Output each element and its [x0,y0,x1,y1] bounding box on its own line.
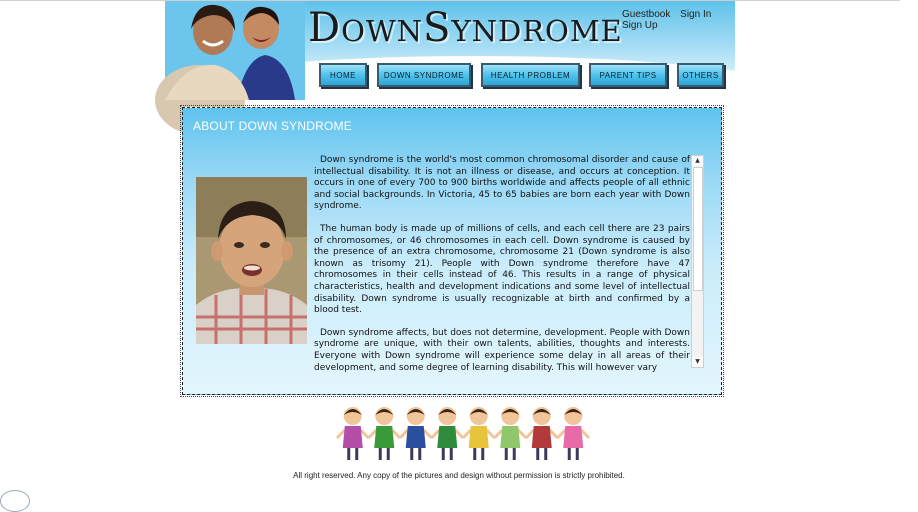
children-illustration [337,404,589,464]
boy-photo [196,177,307,344]
logo-letter-d: D [308,5,342,51]
logo-yndrome: YNDROME [451,14,623,48]
header-family-photo [165,1,305,100]
article-text[interactable] [314,155,690,373]
nav-health-problem-button[interactable]: HEALTH PROBLEM [481,63,580,87]
scroll-down-arrow-icon[interactable]: ▼ [692,357,703,367]
article-scrollbar[interactable] [691,155,704,368]
cartoon-child [432,407,464,460]
site-logo[interactable] [308,5,623,51]
sign-up-link[interactable]: Sign Up [622,20,658,31]
cartoon-child [558,407,590,460]
scroll-thumb[interactable] [693,167,703,291]
footer-copyright: All right reserved. Any copy of the pictures and design without permission is strictly prohibited. [293,471,625,480]
paragraph-2: The human body is made up of millions of cells, and each cell there are 23 pairs of chromosomes, or 46 chromosomes in each cell. Down syndrome is caused by the presence of an extra chromosome, chromosome 21 (Down syndrome is also known as trisomy 21). People with Down syndrome therefore have 47 chromosomes in their cells instead of 46. This results in a range of physical characteristics, health and development indications and some level of intellectual disability. Down syndrome is usually recognizable at birth and confirmed by a blood test. [314,223,690,316]
paragraph-3: Down syndrome affects, but does not determine, development. People with Down syndrome are unique, with their own talents, abilities, thoughts and interests. Everyone with Down syndrome will experience some delay in all areas of their development, and some degree of learning disability. This will however vary [314,327,690,373]
cartoon-child [463,407,495,460]
section-title: ABOUT DOWN SYNDROME [193,119,352,133]
cartoon-child [400,407,432,460]
logo-letter-s: S [423,5,452,51]
cartoon-child [337,407,369,460]
nav-home-button[interactable]: HOME [319,63,367,87]
main-content-panel [182,107,722,395]
paragraph-1: Down syndrome is the world's most common chromosomal disorder and cause of intellectual disability. It is not an illness or disease, and occurs at conception. It occurs in one of every 700 to 900 births worldwide and affects people of all ethnic and social backgrounds. In Victoria, 45 to 65 babies are born each year with Down syndrome. [314,155,690,212]
top-links [615,9,735,31]
sign-in-link[interactable]: Sign In [680,9,712,20]
cartoon-child [495,407,527,460]
nav-down-syndrome-button[interactable]: DOWN SYNDROME [377,63,471,87]
scroll-up-arrow-icon[interactable]: ▲ [692,156,703,166]
corner-decoration [0,490,30,512]
nav-parent-tips-button[interactable]: PARENT TIPS [589,63,667,87]
nav-others-button[interactable]: OTHERS [677,63,724,87]
logo-own: OWN [341,14,424,48]
cartoon-child [369,407,401,460]
cartoon-child [526,407,558,460]
guestbook-link[interactable]: Guestbook [622,9,671,20]
